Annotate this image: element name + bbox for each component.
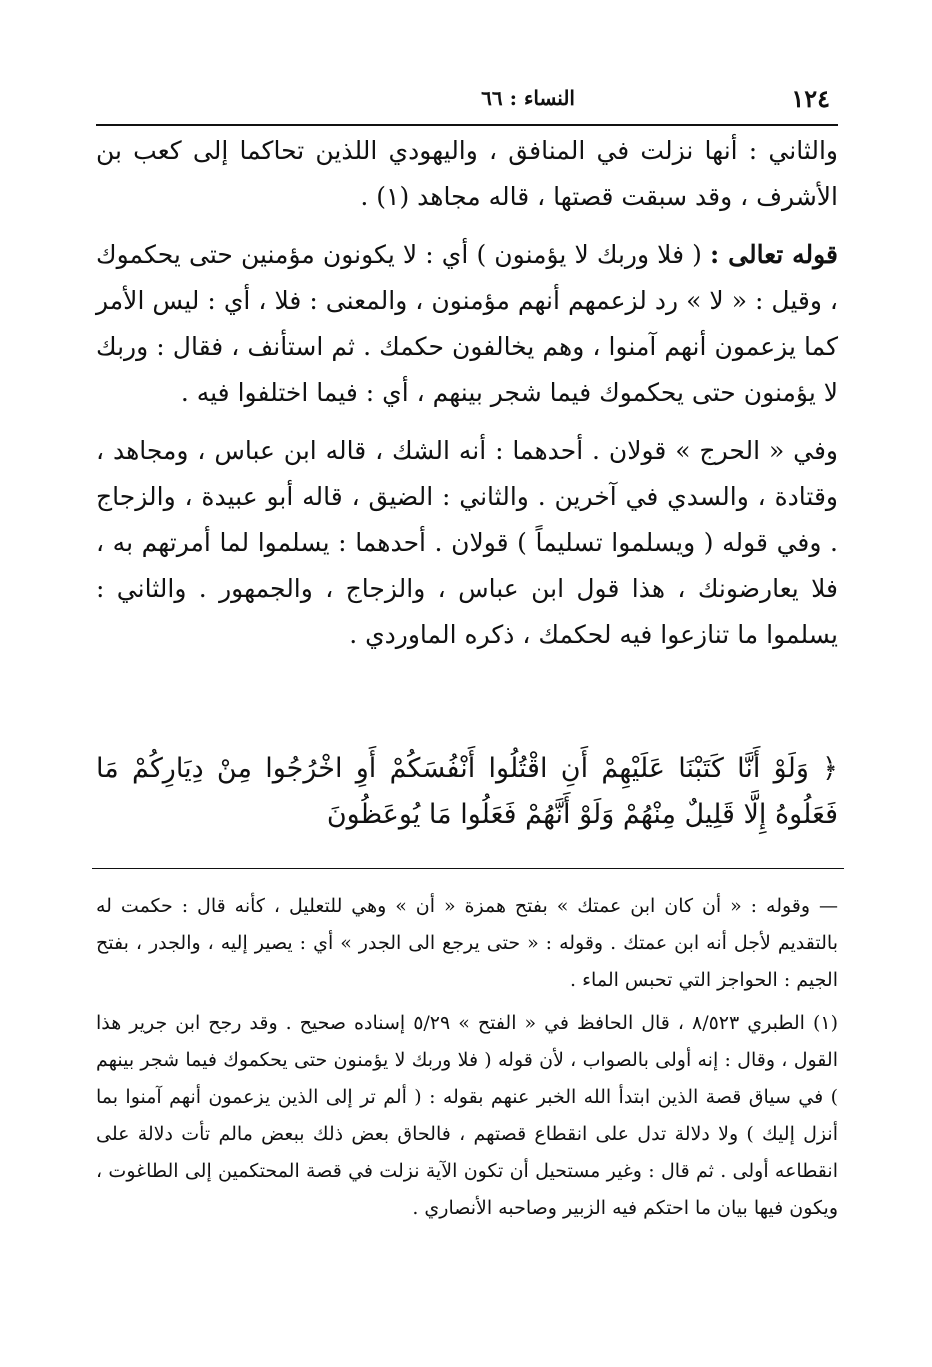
paragraph-2 xyxy=(96,232,838,416)
paragraph-3: وفي « الحرج » قولان . أحدهما : أنه الشك ، قاله ابن عباس ، ومجاهد ، وقتادة ، والسدي في آخرين . والثاني : الضيق ، قاله أبو عبيدة ، والزجاج . وفي قوله ( ويسلموا تسليماً ) قولان . أحدهما : يسلموا لما أمرتهم به ، فلا يعارضونك ، هذا قول ابن عباس ، والزجاج ، والجمهور . والثاني : يسلموا ما تنازعوا فيه لحكمك ، ذكره الماوردي . xyxy=(96,436,838,649)
main-text xyxy=(96,128,838,658)
page-header xyxy=(120,84,830,118)
header-rule xyxy=(96,124,838,126)
footnote-rule xyxy=(92,868,844,869)
quran-verse: ﴿ وَلَوْ أَنَّا كَتَبْنَا عَلَيْهِمْ أَنِ اقْتُلُوا أَنْفُسَكُمْ أَوِ اخْرُجُوا مِنْ دِيَارِكُمْ مَا فَعَلُوهُ إِلَّا قَلِيلٌ مِنْهُمْ وَلَوْ أَنَّهُمْ فَعَلُوا مَا يُوعَظُونَ xyxy=(96,753,838,830)
running-title: النساء : ٦٦ xyxy=(481,86,575,110)
footnote-1: (١) الطبري ٨/٥٢٣ ، قال الحافظ في « الفتح » ٥/٢٩ إسناده صحيح . وقد رجح ابن جرير هذا القول ، وقال : إنه أولى بالصواب ، لأن قوله ( فلا وربك لا يؤمنون حتى يحكموك فيما شجر بينهم ) في سياق قصة الذين ابتدأ الله الخبر عنهم بقوله : ( ألم تر إلى الذين يزعمون أنهم آمنوا بما أنزل إليك ) ولا دلالة تدل على انقطاع قصتهم ، فالحاق بعض ذلك ببعض مالم تأت دلالة على انقطاعه أولى . ثم قال : وغير مستحيل أن تكون الآية نزلت في قصة المحتكمين إلى الطاغوت ، ويكون فيها بيان ما احتكم فيه الزبير وصاحبه الأنصاري . xyxy=(96,1012,839,1219)
paragraph-2-text: ( فلا وربك لا يؤمنون ) أي : لا يكونون مؤمنين حتى يحكموك ، وقيل : « لا » رد لزعمهم أنهم مؤمنون ، والمعنى : فلا ، أي : ليس الأمر كما يزعمون أنهم آمنوا ، وهم يخالفون حكمك . ثم استأنف ، فقال : وربك لا يؤمنون حتى يحكموك فيما شجر بينهم ، أي : فيما اختلفوا فيه . xyxy=(96,240,838,407)
paragraph-1: والثاني : أنها نزلت في المنافق ، واليهودي اللذين تحاكما إلى كعب بن الأشرف ، وقد سبقت قصتها ، قاله مجاهد (١) . xyxy=(96,136,838,211)
footnote-continuation: — وقوله : « أن كان ابن عمتك » بفتح همزة « أن » وهي للتعليل ، كأنه قال : حكمت له بالتقديم لأجل أنه ابن عمتك . وقوله : « حتى يرجع الى الجدر » أي : يصير إليه ، والجدر ، بفتح الجيم : الحواجز التي تحبس الماء . xyxy=(96,895,838,991)
footnotes xyxy=(96,888,838,1227)
paragraph-2-lead: قوله تعالى : xyxy=(710,240,838,269)
page-number: ١٢٤ xyxy=(791,84,830,113)
